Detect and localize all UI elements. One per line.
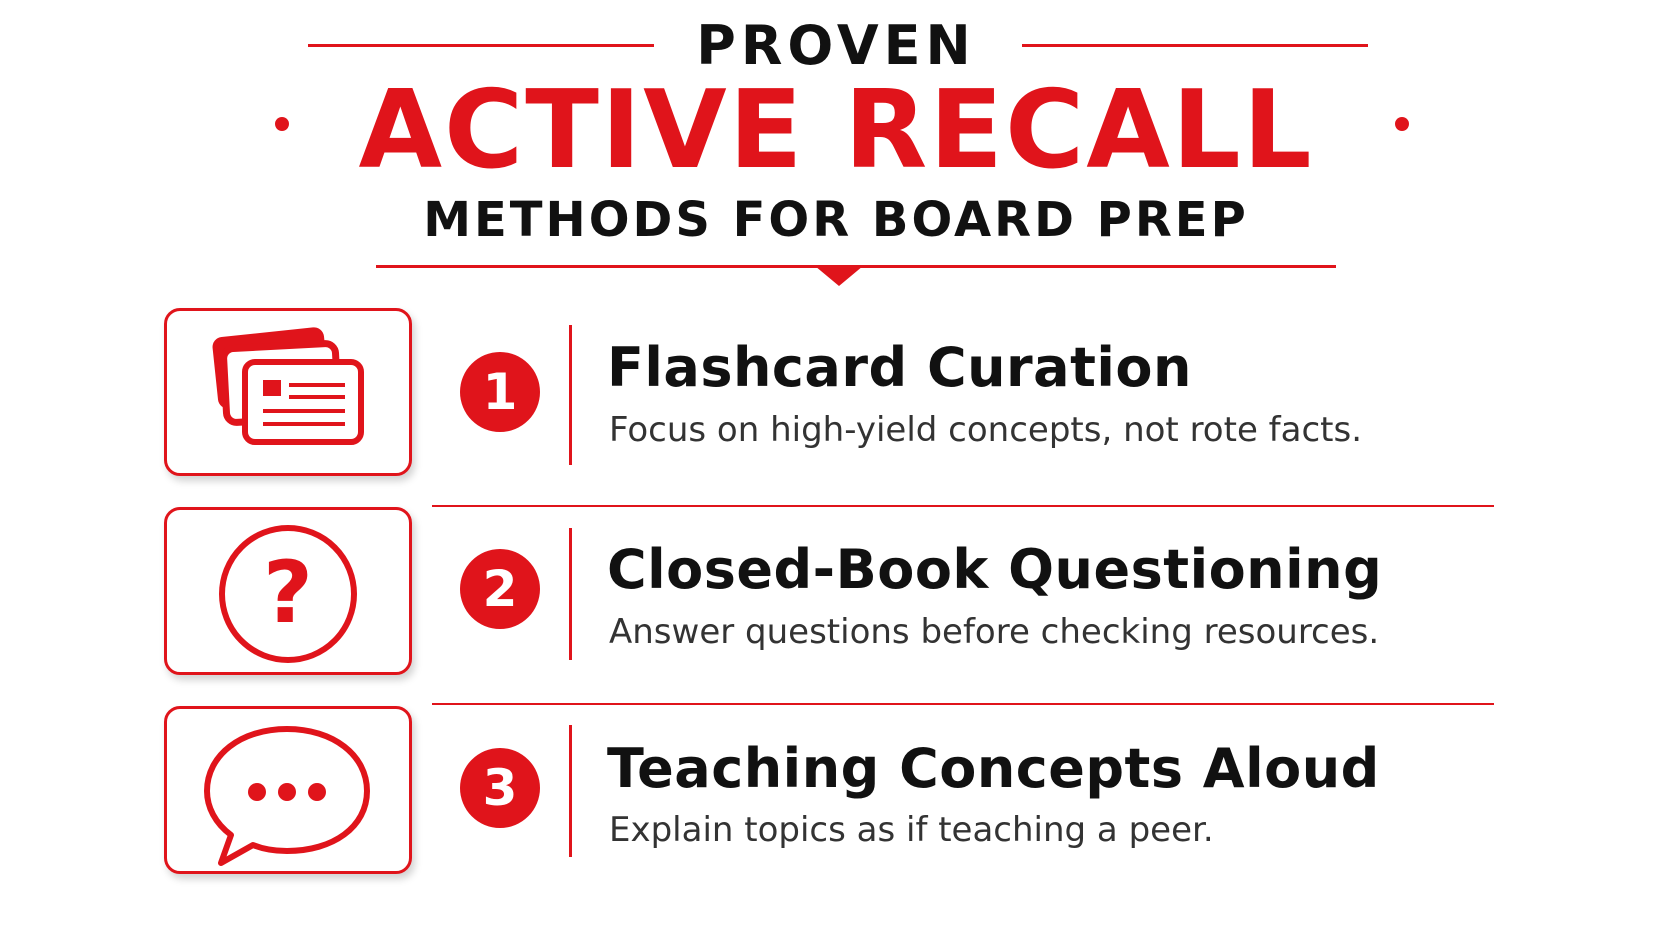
method-description: Explain topics as if teaching a peer. [609, 810, 1214, 850]
method-title: Flashcard Curation [607, 336, 1192, 399]
svg-text:?: ? [263, 543, 313, 643]
method-title: Teaching Concepts Aloud [607, 737, 1380, 800]
vertical-divider [569, 528, 572, 660]
kicker-text: PROVEN [696, 14, 976, 77]
caret-down-icon [815, 266, 863, 286]
flashcards-icon [167, 311, 415, 479]
speech-bubble-icon [167, 709, 415, 877]
vertical-divider [569, 325, 572, 465]
method-description: Answer questions before checking resources. [609, 612, 1380, 652]
method-title: Closed-Book Questioning [607, 538, 1383, 601]
page-title: ACTIVE RECALL [358, 68, 1314, 193]
step-number-badge: 1 [460, 352, 540, 432]
step-number-badge: 2 [460, 549, 540, 629]
method-description: Focus on high-yield concepts, not rote facts. [609, 410, 1363, 450]
vertical-divider [569, 725, 572, 857]
method-icon-box [164, 507, 412, 675]
row-divider [432, 505, 1494, 507]
method-icon-box [164, 706, 412, 874]
headline-dot-right [1395, 117, 1409, 131]
method-icon-box [164, 308, 412, 476]
step-number-badge: 3 [460, 748, 540, 828]
page-subtitle: METHODS FOR BOARD PREP [423, 192, 1249, 248]
row-divider [432, 703, 1494, 705]
question-mark-icon [167, 510, 415, 678]
